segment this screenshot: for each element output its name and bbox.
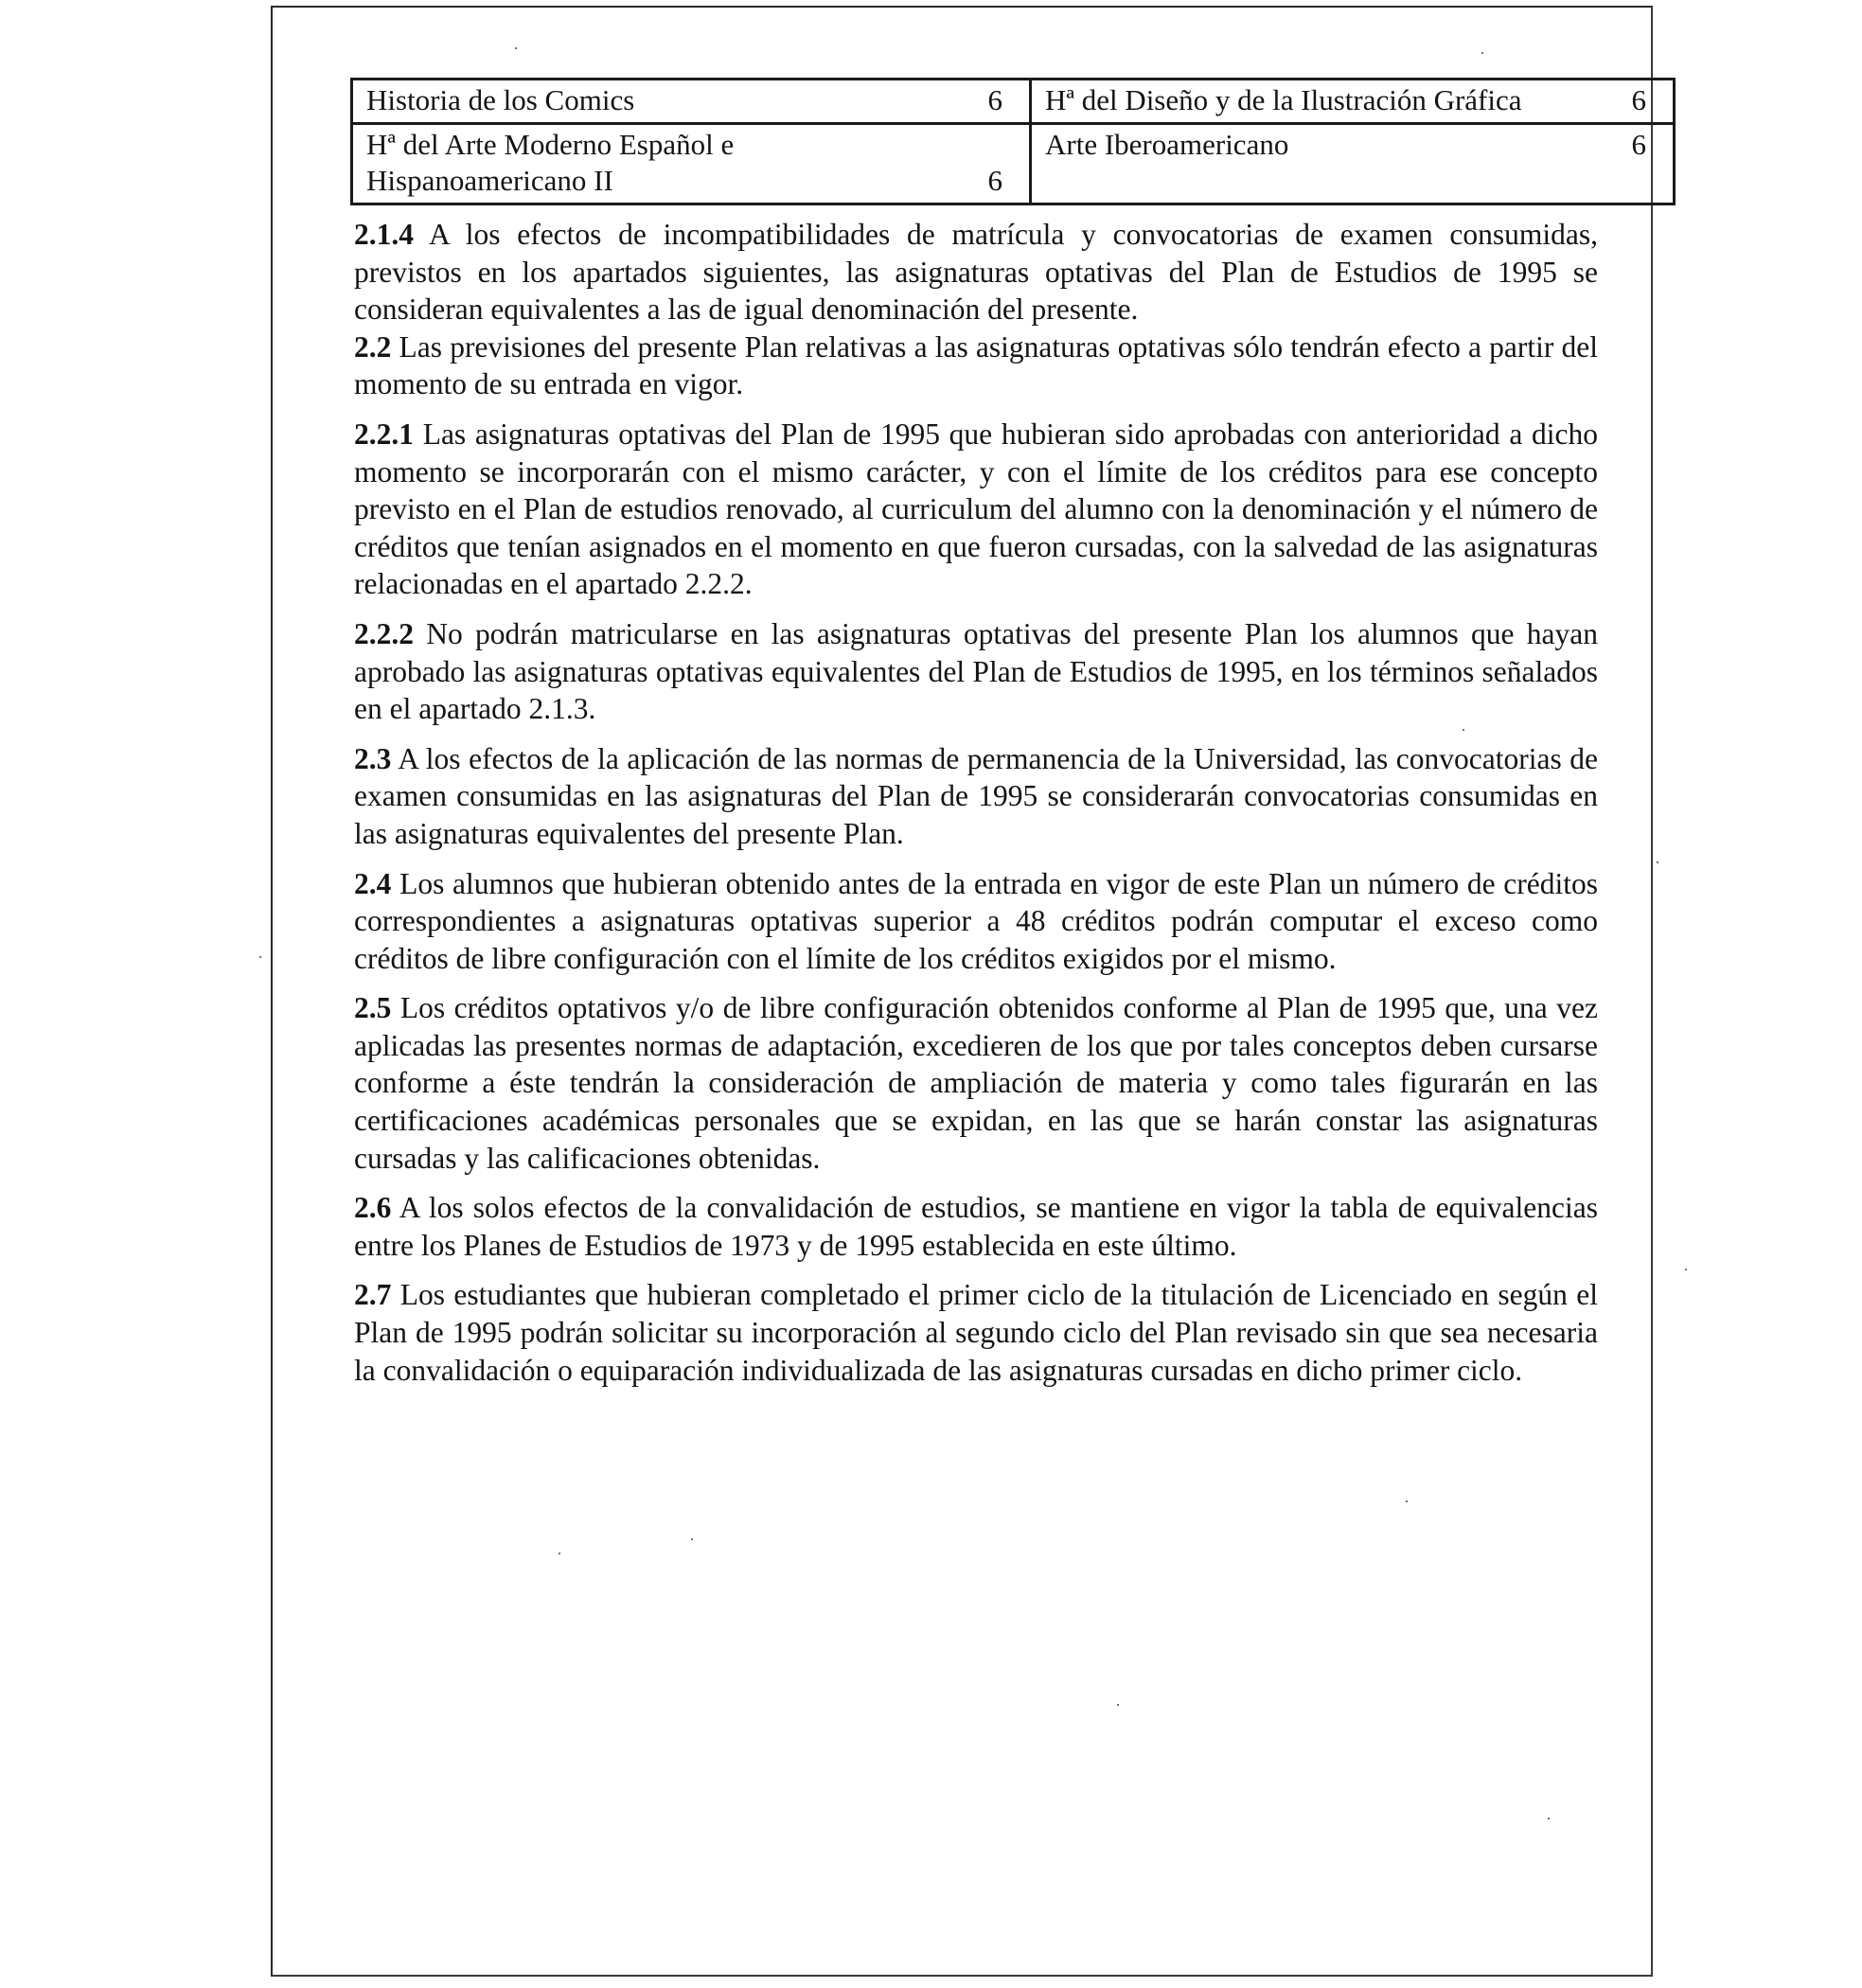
scan-speck [1463, 729, 1464, 731]
document-body [354, 216, 1598, 1401]
subject-credits: 6 [1631, 128, 1646, 161]
subject-credits: 6 [1631, 83, 1646, 116]
paragraph-2-7 [354, 1276, 1598, 1389]
scan-speck [1406, 1500, 1408, 1502]
paragraph-text: Los estudiantes que hubieran completado el primer ciclo de la titulación de Licenciado en según el Plan de 1995 podrán solicitar su incorporación al segundo ciclo del Plan revisado sin que sea necesaria la convalidación o equiparación individualizada de las asignaturas cursadas en dicho primer ciclo. [354, 1278, 1599, 1387]
table-cell [352, 124, 1031, 204]
section-number: 2.2.1 [354, 417, 414, 451]
table-row [352, 124, 1675, 204]
scan-speck [691, 1538, 693, 1540]
subject-credits: 6 [987, 164, 1002, 197]
paragraph-2-2-2 [354, 615, 1598, 728]
paragraph-2-1-4 [354, 216, 1598, 328]
section-number: 2.2 [354, 329, 392, 364]
subject-name: Historia de los Comics [366, 83, 635, 116]
paragraph-2-4 [354, 865, 1598, 978]
subject-name: Arte Iberoamericano [1045, 128, 1289, 161]
scan-speck [1657, 861, 1658, 863]
scan-speck [1548, 1818, 1550, 1819]
table-cell [1031, 124, 1675, 204]
paragraph-text: No podrán matricularse en las asignaturas optativas del presente Plan los alumnos que hayan aprobado las asignaturas optativas equivalentes del Plan de Estudios de 1995, en los términos señalados en el apartado 2.1.3. [354, 616, 1599, 726]
paragraph-text: Los créditos optativos y/o de libre configuración obtenidos conforme al Plan de 1995 que, una vez aplicadas las presentes normas de adaptación, excedieren de los que por tales conceptos deben cursarse conforme a éste tendrán la consideración de ampliación de materia y como tales figurarán en las certificaciones académicas personales que se expidan, en las que se harán constar las asignaturas cursadas y las calificaciones obtenidas. [354, 991, 1599, 1175]
scan-speck [1481, 52, 1483, 54]
scan-speck [559, 1553, 560, 1554]
paragraph-text: A los efectos de incompatibilidades de matrícula y convocatorias de examen consumidas, previstos en los apartados siguientes, las asignaturas optativas del Plan de Estudios de 1995 se consideran equivalentes a las de igual denominación del presente. [354, 218, 1599, 327]
subjects-table [350, 78, 1676, 205]
subject-credits: 6 [987, 83, 1002, 116]
scan-speck [515, 47, 517, 49]
section-number: 2.4 [354, 866, 392, 900]
scan-speck [1685, 1269, 1687, 1270]
section-number: 2.6 [354, 1191, 392, 1225]
scan-speck [1117, 1704, 1119, 1706]
paragraph-2-2 [354, 328, 1598, 403]
section-number: 2.7 [354, 1278, 392, 1312]
section-number: 2.3 [354, 741, 392, 775]
table-cell [352, 80, 1031, 124]
subject-name-line-1: Hª del Arte Moderno Español e [366, 128, 735, 161]
paragraph-text: Los alumnos que hubieran obtenido antes de la entrada en vigor de este Plan un número de créditos correspondientes a asignaturas optativas superior a 48 créditos podrán computar el exceso como créditos de libre configuración con el límite de los créditos exigidos por el mismo. [354, 866, 1599, 975]
subject-name-line-2: Hispanoamericano II [366, 164, 613, 197]
paragraph-2-3 [354, 740, 1598, 853]
scan-speck [259, 956, 261, 958]
section-number: 2.1.4 [354, 218, 414, 251]
table-row [352, 80, 1675, 124]
table-cell [1031, 80, 1675, 124]
paragraph-text: A los solos efectos de la convalidación de estudios, se mantiene en vigor la tabla de equivalencias entre los Planes de Estudios de 1973 y de 1995 establecida en este último. [354, 1191, 1598, 1262]
section-number: 2.2.2 [354, 616, 414, 650]
paragraph-text: Las asignaturas optativas del Plan de 1995 que hubieran sido aprobadas con anterioridad a dicho momento se incorporarán con el mismo carácter, y con el límite de los créditos para ese concepto previsto en el Plan de estudios renovado, al curriculum del alumno con la denominación y el número de créditos que tenían asignados en el momento en que fueron cursadas, con la salvedad de las asignaturas relacionadas en el apartado 2.2.2. [354, 417, 1599, 601]
paragraph-2-6 [354, 1189, 1598, 1264]
section-number: 2.5 [354, 991, 392, 1025]
subject-name: Hª del Diseño y de la Ilustración Gráfica [1045, 83, 1522, 116]
paragraph-2-2-1 [354, 416, 1598, 603]
paragraph-2-5 [354, 989, 1598, 1177]
paragraph-text: Las previsiones del presente Plan relativas a las asignaturas optativas sólo tendrán efecto a partir del momento de su entrada en vigor. [354, 329, 1599, 401]
paragraph-text: A los efectos de la aplicación de las normas de permanencia de la Universidad, las convocatorias de examen consumidas en las asignaturas del Plan de 1995 se considerarán convocatorias consumidas en las asignaturas equivalentes del presente Plan. [354, 741, 1598, 850]
subject-name [366, 127, 734, 199]
